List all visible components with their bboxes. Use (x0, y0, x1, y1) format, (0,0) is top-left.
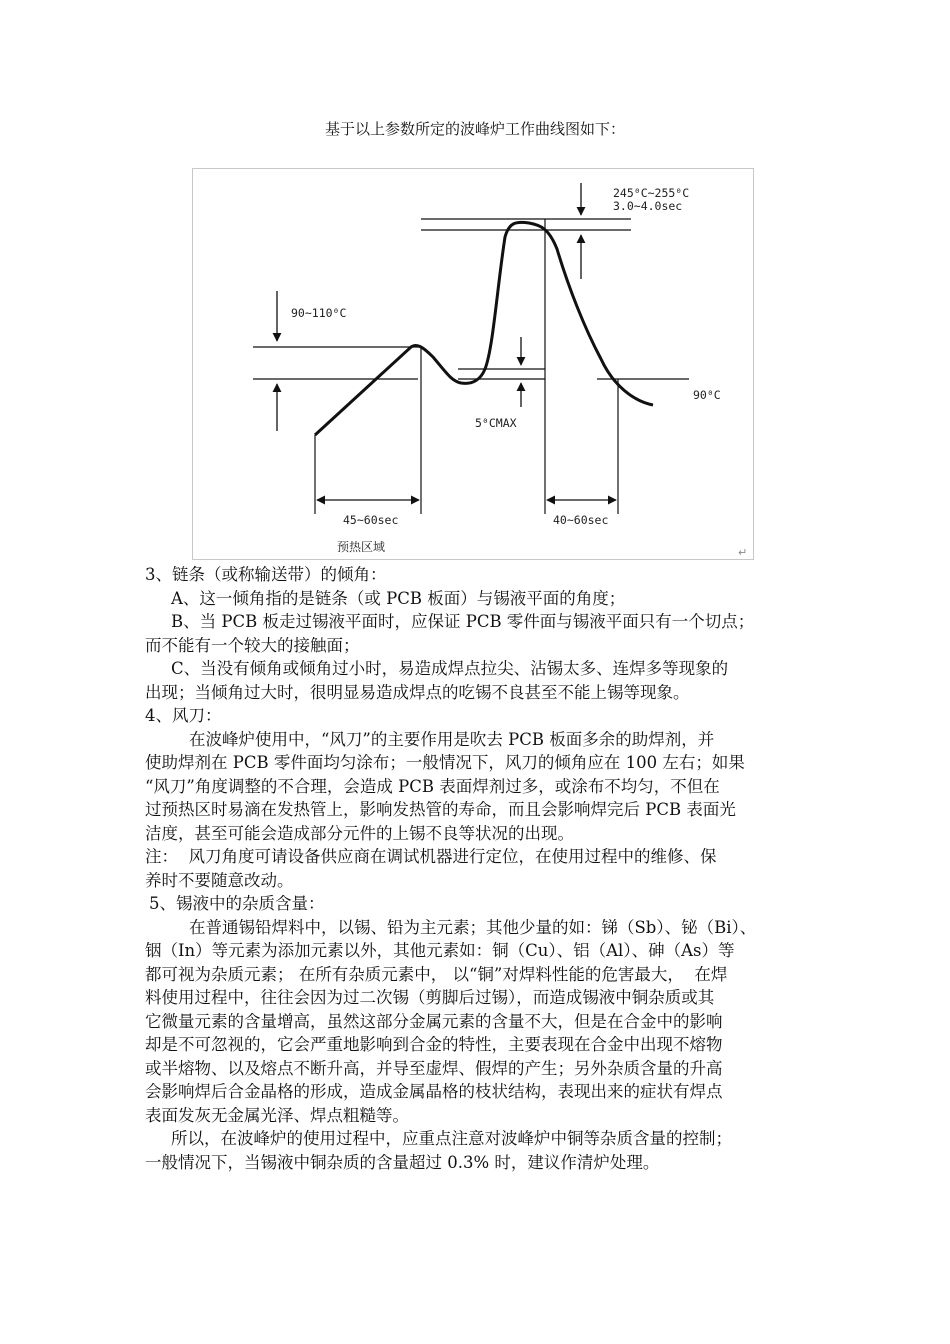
section-3-b-line1: B、当 PCB 板走过锡液平面时，应保证 PCB 零件面与锡液平面只有一个切点； (171, 612, 755, 631)
note-line1: 注： 风刀角度可请设备供应商在调试机器进行定位，在使用过程中的维修、保 (145, 847, 717, 866)
peak-temp-label: 245⁰C~255⁰C (613, 186, 690, 200)
preheat-zone-label: 预热区域 (337, 540, 386, 554)
section-5-line3: 都可视为杂质元素； 在所有杂质元素中， 以“铜”对焊料性能的危害最大， 在焊 (145, 964, 728, 984)
section-4-line3: “风刀”角度调整的不合理，会造成 PCB 表面焊剂过多，或涂布不均匀，不但在 (145, 776, 720, 796)
note-line2: 养时不要随意改动。 (145, 870, 294, 890)
section-3-c-line1: C、当没有倾角或倾角过小时，易造成焊点拉尖、沾锡太多、连焊多等现象的 (171, 659, 729, 678)
section-4-line4: 过预热区时易滴在发热管上，影响发热管的寿命，而且会影响焊完后 PCB 表面光 (145, 800, 736, 819)
section-5-line6: 却是不可忽视的，它会严重地影响到合金的特性，主要表现在合金中出现不熔物 (145, 1035, 723, 1054)
section-3-b-line2: 而不能有一个较大的接触面； (145, 635, 360, 655)
section-5-line9: 表面发灰无金属光泽、焊点粗糙等。 (145, 1105, 409, 1125)
section-5-line4: 料使用过程中，往往会因为过二次锡（剪脚后过锡），而造成锡液中铜杂质或其 (145, 988, 715, 1007)
preheat-temp-label: 90~110⁰C (291, 306, 347, 320)
section-5-line2: 铟（In）等元素为添加元素以外，其他元素如：铜（Cu）、铝（Al）、砷（As）等 (145, 941, 735, 960)
section-3-a: A、这一倾角指的是链条（或 PCB 板面）与锡液平面的角度； (171, 588, 626, 608)
section-5-conclusion-line1: 所以，在波峰炉的使用过程中，应重点注意对波峰炉中铜等杂质含量的控制； (171, 1129, 732, 1148)
section-4-line1: 在波峰炉使用中，“风刀”的主要作用是吹去 PCB 板面多余的助焊剂，并 (189, 729, 715, 749)
preheat-time-label: 45~60sec (343, 513, 399, 527)
end-temp-label: 90⁰C (693, 388, 721, 402)
section-5-title: 5、锡液中的杂质含量： (149, 894, 325, 913)
section-4-line2: 使助焊剂在 PCB 零件面均匀涂布；一般情况下，风刀的倾角应在 100 左右；如果 (145, 753, 745, 772)
section-5-line8: 会影响焊后合金晶格的形成，造成金属晶格的枝状结构，表现出来的症状有焊点 (145, 1082, 723, 1101)
peak-time-label: 3.0~4.0sec (613, 199, 683, 213)
cool-time-label: 40~60sec (553, 513, 609, 527)
section-5-line5: 它微量元素的含量增高，虽然这部分金属元素的含量不大，但是在合金中的影响 (145, 1011, 723, 1031)
section-3-c-line2: 出现；当倾角过大时，很明显易造成焊点的吃锡不良甚至不能上锡等现象。 (145, 682, 690, 702)
section-3-title: 3、链条（或称输送带）的倾角： (145, 565, 387, 584)
section-5-line7: 或半熔物、以及熔点不断升高，并导至虚焊、假焊的产生；另外杂质含量的升高 (145, 1058, 723, 1078)
dip-label: 5⁰CMAX (475, 416, 517, 430)
section-5-line1: 在普通锡铅焊料中，以锡、铅为主元素；其他少量的如：锑（Sb）、铋（Bi）、 (189, 917, 757, 937)
section-4-title: 4、风刀： (145, 706, 222, 725)
body-text (145, 563, 810, 1174)
figure-caption: 基于以上参数所定的波峰炉工作曲线图如下： (324, 120, 625, 138)
paragraph-mark-icon: ↵ (738, 546, 748, 559)
temperature-curve (315, 222, 653, 435)
section-5-conclusion-line2: 一般情况下，当锡液中铜杂质的含量超过 0.3% 时，建议作清炉处理。 (145, 1152, 660, 1172)
wave-solder-profile-figure (192, 168, 754, 560)
profile-diagram (193, 169, 753, 559)
section-4-line5: 洁度，甚至可能会造成部分元件的上锡不良等状况的出现。 (145, 823, 574, 843)
